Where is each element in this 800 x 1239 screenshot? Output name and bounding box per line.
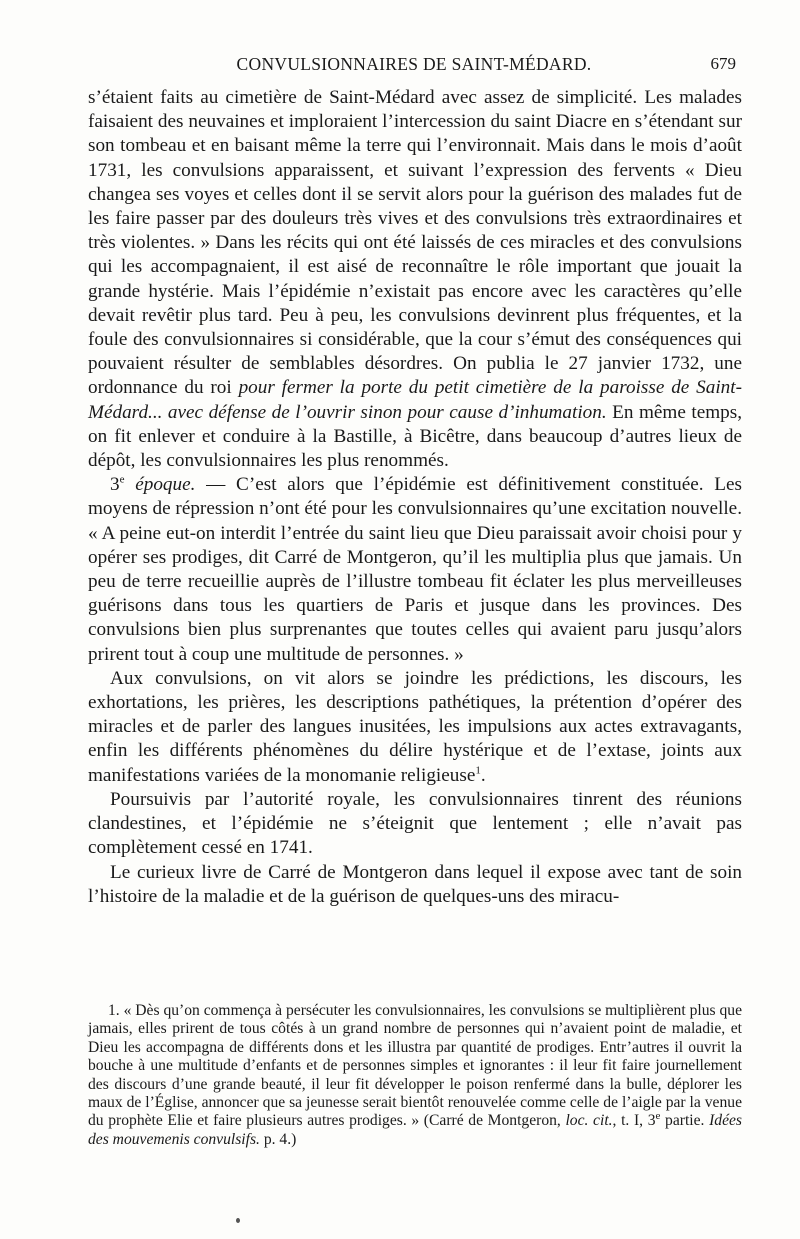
text-run: partie.	[660, 1112, 710, 1130]
superscript: e	[655, 1110, 661, 1123]
paragraph	[88, 86, 742, 473]
footnotes	[88, 1002, 742, 1149]
running-head: CONVULSIONNAIRES DE SAINT-MÉDARD.	[236, 54, 592, 74]
page-header	[88, 50, 740, 80]
paragraph	[88, 861, 742, 909]
italic-text: Idées des mouvemenis convulsifs.	[88, 1112, 742, 1148]
text-run: s’étaient faits au cimetière de Saint-Médard avec assez de simplicité. Les malades faisaient des neuvaines et imploraient l’intercession du saint Diacre en s’étendant sur son tombeau et en baisant même la terre qui l’environnait. Mais dans le mois d’août 1731, les convulsions apparaissent, et suivant l’expression des fervents « Dieu changea ses voyes et celles dont il se servit alors pour la guérison des malades fut de les faire passer par des douleurs très vives et des convulsions très extraordinaires et très violentes. » Dans les récits qui ont été laissés de ces miracles et des convulsions qui les accompagnaient, il est aisé de reconnaître le rôle important que jouait la grande hystérie. Mais l’épidémie n’existait pas encore avec les caractères qu’elle devait revêtir plus tard. Peu à peu, les convulsions devinrent plus fréquentes, et la foule des convulsionnaires si considérable, que la cour s’émut des conséquences qui pouvaient résulter de semblables désordres. On publia le 27 janvier 1732, une ordonnance du roi	[88, 87, 742, 399]
paragraph	[88, 788, 742, 861]
italic-text: pour fermer la porte du petit cimetière de la paroisse de Saint-Médard... avec défense de l’ouvrir sinon pour cause d’inhumation.	[88, 377, 742, 423]
paragraph	[88, 667, 742, 788]
paragraph	[88, 473, 742, 667]
superscript: 1	[475, 764, 481, 777]
text-run: p. 4.)	[259, 1130, 297, 1148]
text-run: , t. I, 3	[612, 1112, 656, 1130]
text-run: Aux convulsions, on vit alors se joindre les prédictions, les discours, les exhortations, les prières, les descriptions pathétiques, la prétention d’opérer des miracles et de parler des langues inusitées, les impulsions aux actes extravagants, enfin les différents phénomènes du délire hystérique et de l’extase, joints aux manifestations variées de la monomanie religieuse	[88, 667, 742, 786]
text-run: — C’est alors que l’épidémie est définitivement constituée. Les moyens de répression n’ont été pour les convulsionnaires qu’une excitation nouvelle. « A peine eut-on interdit l’entrée du saint lieu que Dieu paraissait avoir choisi pour y opérer ses prodiges, dit Carré de Montgeron, qu’il les multiplia plus que jamais. Un peu de terre recueillie auprès de l’illustre tombeau fit éclater les plus merveilleuses guérisons dans tous les quartiers de Paris et jusque dans les provinces. Des convulsions bien plus surprenantes que toutes celles qui avaient paru jusqu’alors prirent tout à coup une multitude de personnes. »	[88, 474, 743, 665]
text-run: Le curieux livre de Carré de Montgeron dans lequel il expose avec tant de soin l’histoire de la maladie et de la guérison de quelques-uns des miracu-	[88, 861, 742, 907]
italic-text: époque.	[135, 474, 196, 496]
footnote	[88, 1002, 742, 1149]
text-run: En même temps, on fit enlever et conduire à la Bastille, à Bicêtre, dans beaucoup d’autres lieux de dépôt, les convulsionnaires les plus renommés.	[88, 401, 742, 472]
text-run: .	[480, 764, 486, 786]
text-run: 3	[110, 474, 120, 496]
text-run: Poursuivis par l’autorité royale, les convulsionnaires tinrent des réunions clandestines, et l’épidémie ne s’éteignit que lentement ; elle n’avait pas complètement cessé en 1741.	[88, 788, 742, 859]
italic-text: loc. cit.	[565, 1112, 613, 1130]
text-run: 1. « Dès qu’on commença à persécuter les convulsionnaires, les convulsions se multiplièrent plus que jamais, elles prirent de tous côtés à un grand nombre de personnes qui n’avaient point de maladie, et Dieu les accompagna de différents dons et les illustra par quantité de prodiges. Entr’autres il ouvrit la bouche à une multitude d’enfants et de personnes simples et ignorantes : il leur fit faire journellement des discours d’une grande beauté, il leur fit développer le poison renfermé dans la bulle, déplorer les maux de l’Église, annoncer que sa jeunesse serait bientôt renouvelée comme celle de l’aigle par la venue du prophète Elie et faire plusieurs autres prodiges. » (Carré de Montgeron,	[88, 1002, 742, 1130]
text-run	[124, 474, 135, 495]
body-text	[88, 86, 742, 909]
superscript: e	[119, 473, 125, 486]
ink-speck	[236, 1218, 240, 1223]
page-number: 679	[710, 54, 736, 73]
